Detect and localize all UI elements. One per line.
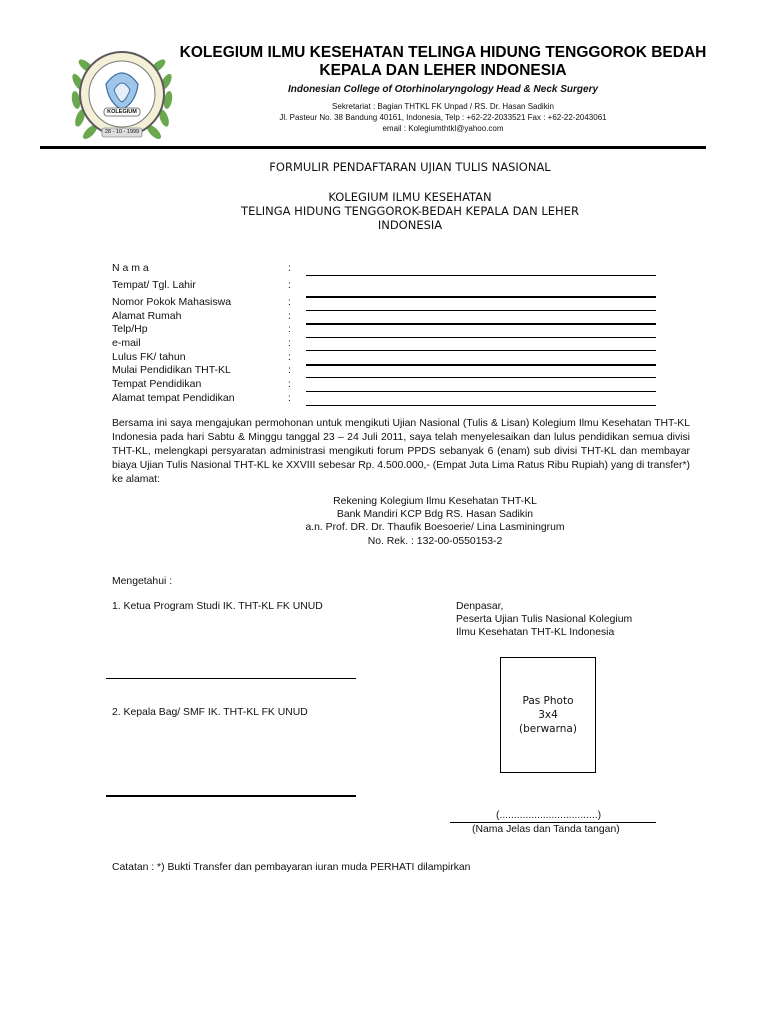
footnote: Catatan : *) Bukti Transfer dan pembayaran iuran muda PERHATI dilampirkan (112, 862, 471, 873)
photo-label-line1: Pas Photo (522, 695, 574, 707)
field-input-line[interactable] (306, 350, 656, 351)
header-secretariat: Sekretariat : Bagian THTKL FK Unpad / RS. Dr. Hasan Sadikin (332, 102, 554, 111)
signer2-title: 2. Kepala Bag/ SMF IK. THT-KL FK UNUD (112, 707, 308, 718)
field-label: Tempat Pendidikan (112, 378, 202, 390)
field-colon: : (288, 323, 291, 335)
field-label: Alamat tempat Pendidikan (112, 392, 235, 404)
field-colon: : (288, 351, 291, 363)
form-org-line3: INDONESIA (377, 218, 443, 232)
bank-account-number: No. Rek. : 132-00-0550153-2 (367, 536, 503, 547)
declaration-paragraph: Bersama ini saya mengajukan permohonan untuk mengikuti Ujian Nasional (Tulis & Lisan) Kolegium Ilmu Kesehatan THT-KL Indonesia pada hari Sabtu & Minggu tanggal 23 – 24 Juli 2011, saya telah menyelesaikan dan lulus pendidikan semua divisi THT-KL, melengkapi persyaratan administrasi mengikuti forum PPDS sebanyak 6 (enam) sub divisi THT-KL dan membayar biaya Ujian Tulis Nasional THT-KL ke XXVIII sebesar Rp. 4.500.000,- (Empat Juta Lima Ratus Ribu Rupiah) yang di transfer*) ke alamat: (112, 418, 690, 485)
field-colon: : (288, 262, 291, 274)
field-label: Tempat/ Tgl. Lahir (112, 279, 196, 291)
field-input-line[interactable] (306, 296, 656, 298)
field-colon: : (288, 337, 291, 349)
field-colon: : (288, 296, 291, 308)
field-input-line[interactable] (306, 405, 656, 406)
field-input-line[interactable] (306, 377, 656, 378)
participant-name-caption: (Nama Jelas dan Tanda tangan) (472, 824, 620, 835)
form-org-line2: TELINGA HIDUNG TENGGOROK-BEDAH KEPALA DAN LEHER (241, 204, 579, 218)
participant-line2: Ilmu Kesehatan THT-KL Indonesia (456, 627, 615, 638)
header-title (176, 44, 710, 80)
logo-date: 28 - 10 - 1999 (104, 129, 140, 135)
signer1-signature-line (106, 678, 356, 679)
bank-account-holder: a.n. Prof. DR. Dr. Thaufik Boesoerie/ Lina Lasminingrum (305, 522, 565, 533)
field-label: e-mail (112, 337, 141, 349)
place-label: Denpasar, (456, 601, 504, 612)
bank-branch: Bank Mandiri KCP Bdg RS. Hasan Sadikin (336, 509, 534, 520)
field-input-line[interactable] (306, 323, 656, 325)
logo-ring-text: KOLEGIUM (107, 109, 137, 115)
field-colon: : (288, 392, 291, 404)
field-input-line[interactable] (306, 275, 656, 276)
header-divider (40, 146, 706, 149)
participant-name-dots: (..................................) (496, 810, 602, 821)
header-title-line2: KEPALA DAN LEHER INDONESIA (319, 62, 567, 79)
field-input-line[interactable] (306, 364, 656, 366)
field-colon: : (288, 310, 291, 322)
field-label: Mulai Pendidikan THT-KL (112, 364, 231, 376)
header-email: email : Kolegiumthtkl@yahoo.com (382, 124, 504, 133)
field-input-line[interactable] (306, 337, 656, 338)
header-subtitle: Indonesian College of Otorhinolaryngology Head & Neck Surgery (287, 84, 599, 95)
field-input-line[interactable] (306, 391, 656, 392)
field-colon: : (288, 279, 291, 291)
mengetahui-label: Mengetahui : (112, 576, 173, 587)
field-input-line[interactable] (306, 310, 656, 311)
field-label: N a m a (112, 262, 149, 274)
field-label: Telp/Hp (112, 323, 148, 335)
field-label: Lulus FK/ tahun (112, 351, 186, 363)
field-colon: : (288, 364, 291, 376)
kolegium-logo (66, 40, 178, 150)
bank-account-name: Rekening Kolegium Ilmu Kesehatan THT-KL (333, 496, 537, 507)
field-label: Nomor Pokok Mahasiswa (112, 296, 232, 308)
participant-line1: Peserta Ujian Tulis Nasional Kolegium (456, 614, 633, 625)
form-title: FORMULIR PENDAFTARAN UJIAN TULIS NASIONAL (269, 160, 551, 174)
photo-label-line2: 3x4 (538, 709, 558, 721)
photo-placeholder (500, 657, 596, 773)
field-label: Alamat Rumah (112, 310, 182, 322)
header-title-line1: KOLEGIUM ILMU KESEHATAN TELINGA HIDUNG TENGGOROK BEDAH (179, 44, 707, 61)
signer2-signature-line (106, 795, 356, 797)
header-address: Jl. Pasteur No. 38 Bandung 40161, Indonesia, Telp : +62-22-2033521 Fax : +62-22-2043061 (279, 113, 607, 122)
form-org-line1: KOLEGIUM ILMU KESEHATAN (328, 190, 492, 204)
photo-label-line3: (berwarna) (519, 723, 577, 735)
field-colon: : (288, 378, 291, 390)
signer1-title: 1. Ketua Program Studi IK. THT-KL FK UNUD (112, 601, 323, 612)
